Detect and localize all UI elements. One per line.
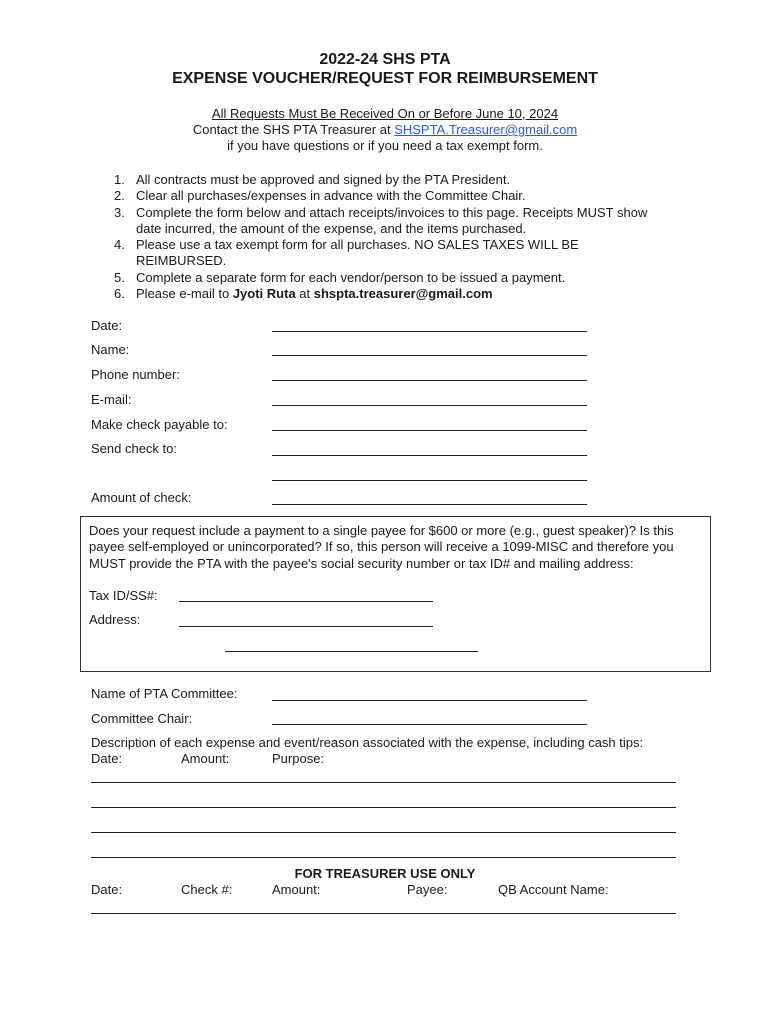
questions-line: if you have questions or if you need a tax exempt form.	[227, 138, 543, 153]
expense-description-heading: Description of each expense and event/reason associated with the expense, including cash tips:	[91, 735, 644, 750]
email-label: E-mail:	[91, 392, 132, 407]
instruction-text: Please use a tax exempt form for all purchases. NO SALES TAXES WILL BE REIMBURSED.	[136, 237, 579, 269]
treasurer-email: shspta.treasurer@gmail.com	[313, 286, 493, 302]
treasurer-line[interactable]	[91, 913, 676, 914]
committee-name-label: Name of PTA Committee:	[91, 686, 238, 701]
expense-line-1[interactable]	[91, 782, 676, 783]
form-title	[0, 50, 770, 88]
instructions-list	[108, 172, 668, 302]
instruction-number: 6.	[114, 286, 125, 302]
committee-chair-label: Committee Chair:	[91, 711, 193, 726]
date-field[interactable]	[272, 331, 587, 332]
treasurer-col-qb: QB Account Name:	[498, 882, 609, 897]
name-field[interactable]	[272, 355, 587, 356]
expense-columns	[91, 751, 691, 767]
payable-field[interactable]	[272, 430, 587, 431]
treasurer-col-amount: Amount:	[272, 882, 321, 897]
date-label: Date:	[91, 318, 123, 333]
instruction-item	[108, 172, 668, 188]
treasurer-col-payee: Payee:	[407, 882, 448, 897]
expense-line-3[interactable]	[91, 832, 676, 833]
send-field-line-1[interactable]	[272, 455, 587, 456]
instruction-number: 5.	[114, 269, 125, 285]
instruction-number: 3.	[114, 204, 125, 220]
instruction-item	[108, 188, 668, 204]
instruction-text: Complete the form below and attach receipts/invoices to this page. Receipts MUST show date incurred, the amount of the expense, and the items purchased.	[136, 204, 648, 236]
committee-name-field[interactable]	[272, 700, 587, 701]
contact-prefix: Contact the SHS PTA Treasurer at	[192, 122, 395, 137]
send-field-line-2[interactable]	[272, 480, 587, 481]
email-field[interactable]	[272, 405, 587, 406]
instruction-number: 4.	[114, 237, 125, 253]
instruction-item	[108, 205, 668, 238]
phone-label: Phone number:	[91, 367, 180, 382]
amount-label: Amount of check:	[91, 490, 192, 505]
treasurer-columns	[91, 882, 691, 898]
phone-field[interactable]	[272, 380, 587, 381]
address-field-line-2[interactable]	[225, 651, 478, 652]
instruction-text: Complete a separate form for each vendor/person to be issued a payment.	[136, 269, 566, 285]
email-prefix: Please e-mail to	[136, 286, 233, 302]
deadline-notice: All Requests Must Be Received On or Before June 10, 2024	[211, 106, 559, 121]
payable-label: Make check payable to:	[91, 417, 228, 432]
name-label: Name:	[91, 342, 130, 357]
intro-block	[0, 106, 770, 154]
tax-id-label: Tax ID/SS#:	[89, 588, 158, 603]
contact-line	[0, 122, 770, 138]
expense-line-2[interactable]	[91, 807, 676, 808]
treasurer-col-date: Date:	[91, 882, 123, 897]
treasurer-name: Jyoti Ruta	[232, 286, 296, 302]
send-label: Send check to:	[91, 441, 177, 456]
instruction-text: All contracts must be approved and signed by the PTA President.	[136, 172, 511, 187]
instruction-text: Clear all purchases/expenses in advance with the Committee Chair.	[136, 188, 526, 204]
treasurer-email-link[interactable]: SHSPTA.Treasurer@gmail.com	[394, 122, 578, 137]
treasurer-col-check: Check #:	[181, 882, 233, 897]
address-field-line-1[interactable]	[179, 626, 433, 627]
committee-chair-field[interactable]	[272, 724, 587, 725]
instruction-item	[108, 237, 668, 270]
expense-col-date: Date:	[91, 751, 123, 766]
title-line-1: 2022-24 SHS PTA	[319, 51, 451, 68]
email-mid: at	[295, 286, 314, 302]
instruction-item	[108, 270, 668, 286]
treasurer-heading: FOR TREASURER USE ONLY	[294, 866, 476, 881]
expense-col-amount: Amount:	[181, 751, 230, 766]
amount-field[interactable]	[272, 504, 587, 505]
instruction-number: 1.	[114, 172, 125, 187]
title-line-2: EXPENSE VOUCHER/REQUEST FOR REIMBURSEMENT	[172, 70, 598, 87]
tax-id-field[interactable]	[179, 601, 433, 602]
expense-line-4[interactable]	[91, 857, 676, 858]
instruction-number: 2.	[114, 188, 125, 204]
instruction-item	[108, 286, 668, 302]
payee-question: Does your request include a payment to a single payee for $600 or more (e.g., guest speaker)? Is this payee self-employed or unincorporated? If so, this person will receive a 1099-MISC and therefore you MUST provide the PTA with the payee's social security number or tax ID# and mailing address:	[89, 523, 674, 571]
expense-col-purpose: Purpose:	[272, 751, 325, 766]
address-label: Address:	[89, 612, 141, 627]
payee-info-box	[80, 516, 711, 672]
